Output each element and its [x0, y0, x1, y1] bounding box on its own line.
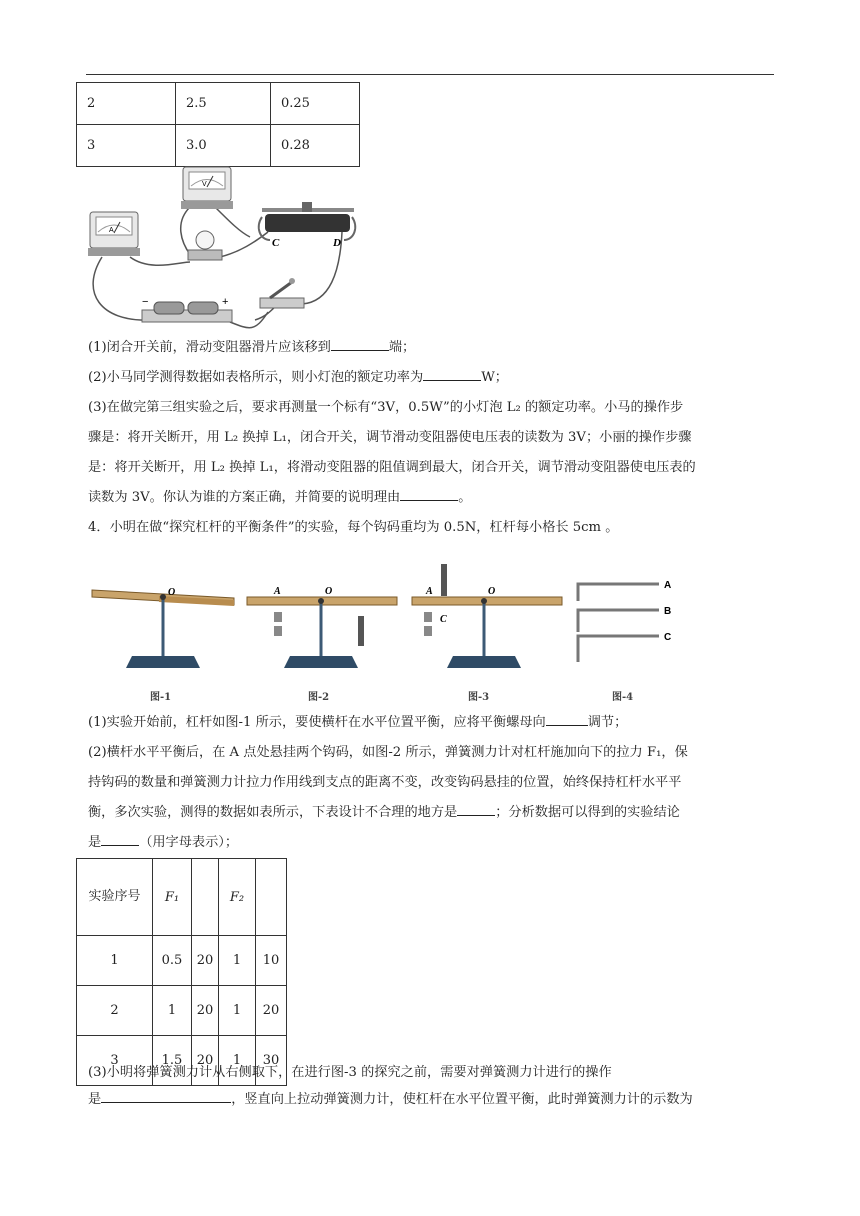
q4-part2-line3-end: ；分析数据可以得到的实验结论 [495, 805, 680, 820]
q3-part2 [88, 366, 508, 390]
fig1-o-label: O [168, 587, 176, 598]
q3-part3-line1: (3)在做完第三组实验之后，要求再测量一个标有“3V，0.5W”的小灯泡 L₂ 的额定功率。小马的操作步 [88, 400, 684, 415]
table-cell: 20 [192, 986, 219, 1036]
fig3-o-label: O [488, 586, 496, 597]
data-table-1 [76, 82, 360, 167]
q3-part3-line4 [88, 486, 471, 510]
table-row [77, 936, 287, 986]
rheostat [259, 202, 356, 249]
table-cell: 20 [192, 1036, 219, 1086]
q4-part2-line4 [88, 831, 238, 855]
header-cell-blank [192, 859, 219, 936]
table-row [77, 986, 287, 1036]
table-cell: 2 [77, 986, 153, 1036]
q3-part2-text: (2)小马同学测得数据如表格所示，则小灯泡的额定功率为 [88, 370, 424, 385]
q3-part3-line3: 是：将开关断开，用 L₂ 换掉 L₁，将滑动变阻器的阻值调到最大，闭合开关，调节滑动变阻器使电压表的 [88, 460, 696, 475]
table-cell: 0.28 [271, 125, 360, 167]
voltmeter [181, 167, 233, 209]
q4-part2-line1: (2)横杆水平平衡后，在 A 点处悬挂两个钩码，如图-2 所示，弹簧测力计对杠杆施加向下的拉力 F₁，保 [88, 745, 688, 760]
table-cell: 20 [192, 936, 219, 986]
battery-holder [142, 296, 232, 322]
answer-blank[interactable] [546, 725, 588, 726]
answer-blank[interactable] [400, 500, 458, 501]
q4-part1 [88, 711, 627, 735]
table-cell: 3 [77, 1036, 153, 1086]
q4-part2-line3-text: 衡，多次实验，测得的数据如表所示，下表设计不合理的地方是 [88, 805, 458, 820]
voltmeter-label: V [202, 181, 207, 188]
table-cell: 2 [77, 83, 176, 125]
lever-figure-1 [92, 587, 234, 668]
table-cell: 30 [256, 1036, 287, 1086]
table-cell: 20 [256, 986, 287, 1036]
battery-minus-label: − [142, 296, 149, 308]
table-row [77, 125, 360, 167]
table-cell: 1 [77, 936, 153, 986]
q4-part3-line2-end: ，竖直向上拉动弹簧测力计，使杠杆在水平位置平衡，此时弹簧测力计的示数为 [231, 1092, 693, 1107]
answer-blank[interactable] [101, 845, 139, 846]
light-bulb [188, 231, 222, 260]
table-cell: 10 [256, 936, 287, 986]
fig2-caption: 图-2 [308, 692, 330, 703]
q4-part1-end: 调节； [587, 715, 628, 730]
table-cell: 3.0 [176, 125, 271, 167]
header-cell-f2: F₂ [219, 859, 256, 936]
lever-figure-4 [578, 584, 659, 662]
q4-intro: 4．小明在做“探究杠杆的平衡条件”的实验，每个钩码重均为 0.5N，杠杆每小格长 5cm 。 [88, 520, 619, 535]
rheostat-d-label: D [333, 237, 341, 249]
q3-part3-line4-end: 。 [458, 490, 472, 505]
header-cell-trial: 实验序号 [77, 859, 153, 936]
ammeter [88, 212, 140, 256]
answer-blank[interactable] [331, 350, 389, 351]
lever-data-table [76, 858, 287, 1086]
q4-part2-line2: 持钩码的数量和弹簧测力计拉力作用线到支点的距离不变，改变钩码悬挂的位置，始终保持杠杆水平平 [88, 775, 682, 790]
q4-part1-text: (1)实验开始前，杠杆如图-1 所示，要使横杆在水平位置平衡，应将平衡螺母向 [88, 715, 546, 730]
q4-part2-line4-end: （用字母表示）； [139, 835, 239, 850]
lever-figure-2 [247, 586, 397, 668]
table-cell: 0.25 [271, 83, 360, 125]
table-cell: 1.5 [153, 1036, 192, 1086]
q4-part2-line4-text: 是 [88, 835, 102, 850]
fig2-a-label: A [274, 586, 281, 597]
table-cell: 0.5 [153, 936, 192, 986]
circuit-figure [80, 162, 370, 334]
q4-part3-line2 [88, 1088, 693, 1112]
battery-plus-label: + [222, 296, 229, 308]
header-cell-blank [256, 859, 287, 936]
table-cell: 3 [77, 125, 176, 167]
table-cell: 1 [219, 936, 256, 986]
switch [260, 278, 304, 308]
q4-part3-line1: (3)小明将弹簧测力计从右侧取下，在进行图-3 的探究之前，需要对弹簧测力计进行的操作 [88, 1065, 612, 1080]
fig4-a-label: A [664, 580, 672, 591]
answer-blank[interactable] [101, 1102, 231, 1103]
q3-part3-line2: 骤是：将开关断开，用 L₂ 换掉 L₁，闭合开关，调节滑动变阻器使电压表的读数为 3V；小丽的操作步骤 [88, 430, 692, 445]
q3-part2-end: W； [481, 370, 508, 385]
ammeter-label: A [109, 227, 114, 234]
q4-part2-line3 [88, 801, 680, 825]
header-cell-f1: F₁ [153, 859, 192, 936]
fig4-c-label: C [664, 632, 672, 643]
fig4-caption: 图-4 [612, 692, 634, 703]
table-cell: 2.5 [176, 83, 271, 125]
fig2-o-label: O [325, 586, 333, 597]
answer-blank[interactable] [423, 380, 481, 381]
header-rule [86, 74, 774, 75]
q3-part1-text: (1)闭合开关前，滑动变阻器滑片应该移到 [88, 340, 331, 355]
table-row [77, 83, 360, 125]
table-cell: 1 [153, 986, 192, 1036]
rheostat-c-label: C [272, 237, 280, 249]
table-cell: 1 [219, 1036, 256, 1086]
table-header-row [77, 859, 287, 936]
fig1-caption: 图-1 [150, 692, 172, 703]
q3-part1 [88, 336, 415, 360]
fig3-a-label: A [426, 586, 433, 597]
answer-blank[interactable] [457, 815, 495, 816]
table-cell: 1 [219, 986, 256, 1036]
q4-part3-line2-text: 是 [88, 1092, 102, 1107]
q3-part3-line4-text: 读数为 3V。你认为谁的方案正确，并简要的说明理由 [88, 490, 401, 505]
fig4-b-label: B [664, 606, 672, 617]
fig3-caption: 图-3 [468, 692, 490, 703]
lever-figures [84, 556, 714, 682]
q3-part1-end: 端； [388, 340, 416, 355]
fig3-c-label: C [440, 614, 447, 625]
lever-figure-3 [412, 564, 562, 668]
